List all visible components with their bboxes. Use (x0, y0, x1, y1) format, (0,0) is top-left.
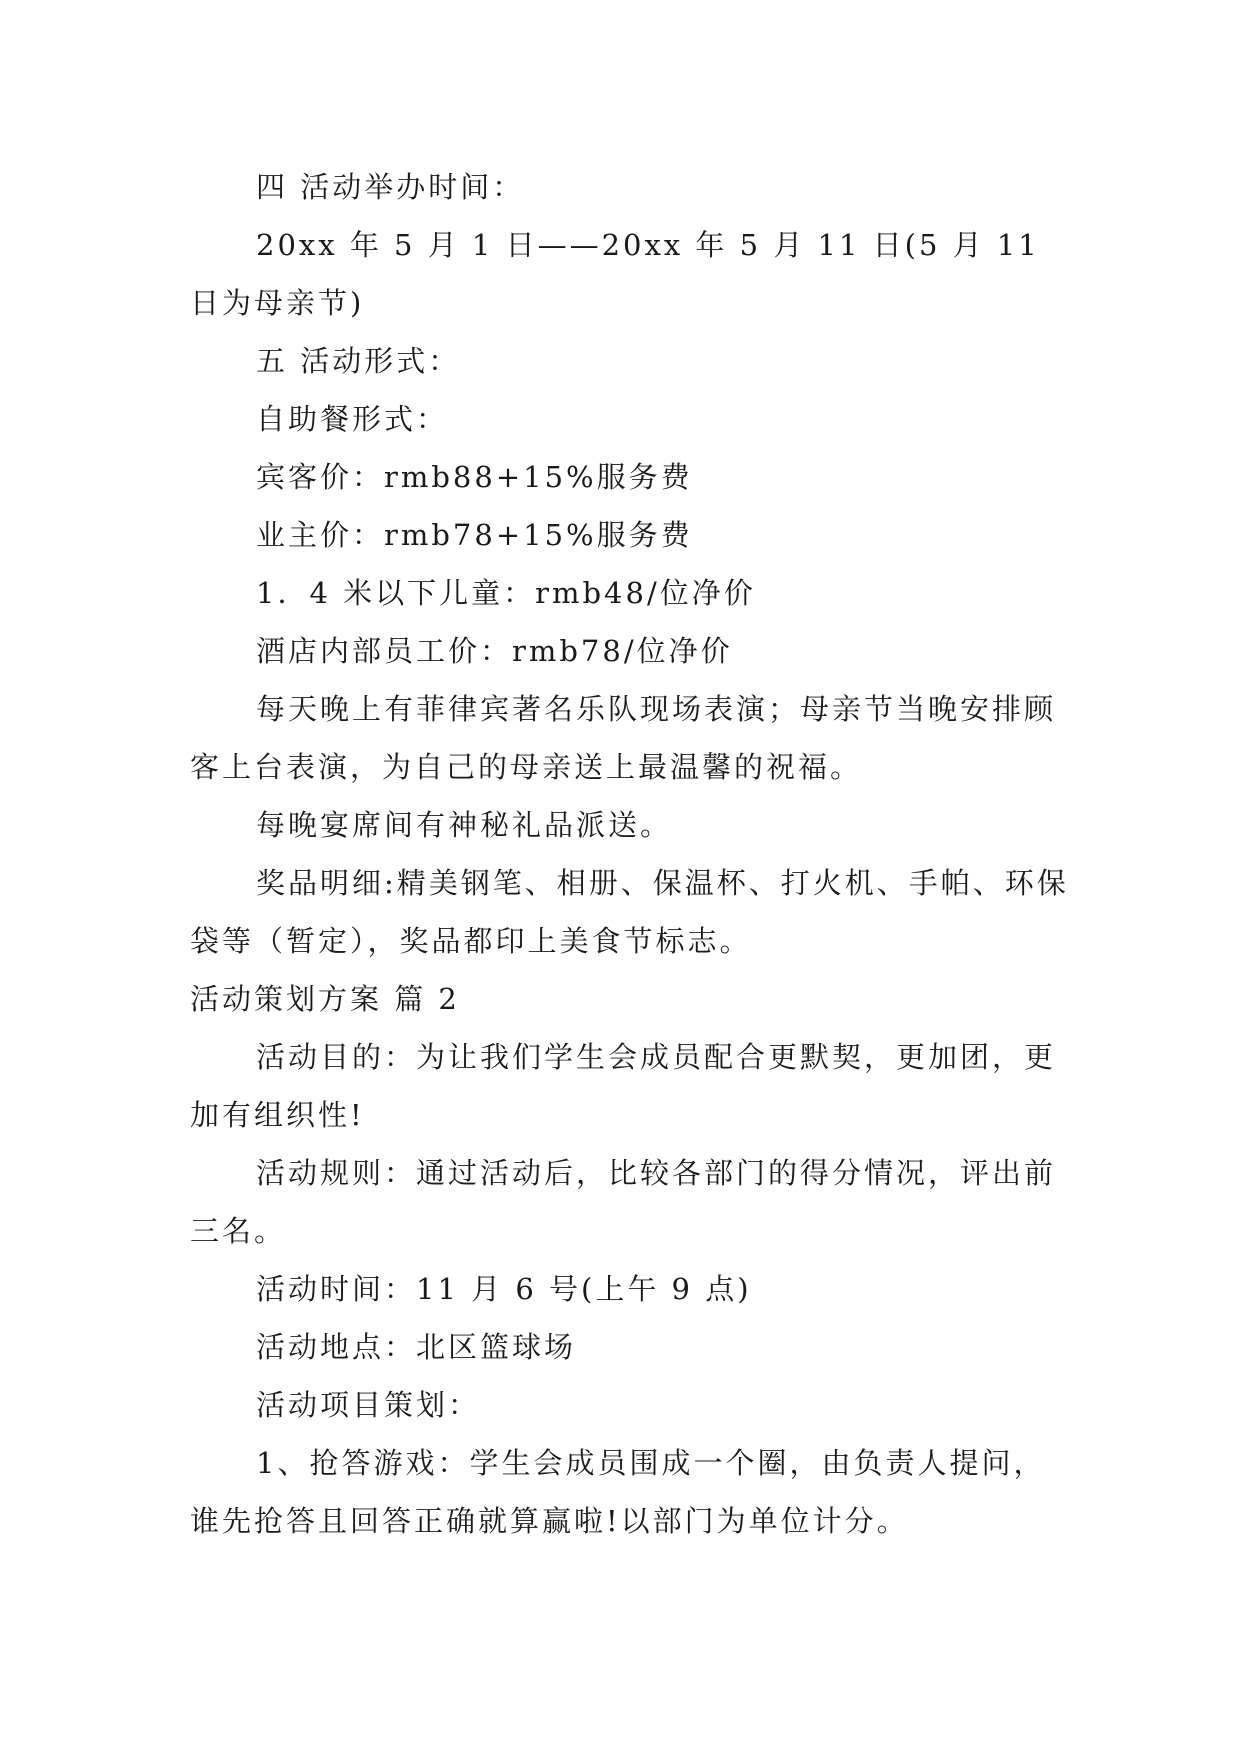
paragraph: 四 活动举办时间： (256, 170, 525, 204)
paragraph: 每晚宴席间有神秘礼品派送。 (256, 808, 673, 842)
paragraph: 酒店内部员工价：rmb78/位净价 (256, 634, 733, 668)
paragraph: 活动目的：为让我们学生会成员配合更默契，更加团，更加有组织性! (190, 1040, 1057, 1132)
document-body (190, 158, 1070, 1550)
paragraph: 宾客价：rmb88+15%服务费 (256, 460, 693, 494)
paragraph: 20xx 年 5 月 1 日——20xx 年 5 月 11 日(5 月 11 日为母亲节) (190, 228, 1040, 320)
paragraph: 每天晚上有菲律宾著名乐队现场表演；母亲节当晚安排顾客上台表演，为自己的母亲送上最温馨的祝福。 (190, 692, 1057, 784)
paragraph: 活动规则：通过活动后，比较各部门的得分情况，评出前三名。 (190, 1156, 1057, 1248)
paragraph: 活动时间：11 月 6 号(上午 9 点) (256, 1272, 752, 1306)
paragraph: 活动项目策划： (256, 1388, 481, 1422)
section-title: 活动策划方案 篇 2 (190, 982, 460, 1016)
paragraph: 1．4 米以下儿童：rmb48/位净价 (256, 576, 756, 610)
paragraph: 业主价：rmb78+15%服务费 (256, 518, 693, 552)
paragraph: 五 活动形式： (256, 344, 461, 378)
paragraph: 奖品明细:精美钢笔、相册、保温杯、打火机、手帕、环保袋等（暂定），奖品都印上美食节标志。 (190, 866, 1069, 958)
paragraph: 自助餐形式： (256, 402, 449, 436)
paragraph: 活动地点：北区篮球场 (256, 1330, 577, 1364)
paragraph: 1、抢答游戏：学生会成员围成一个圈，由负责人提问，谁先抢答且回答正确就算赢啦!以部门为单位计分。 (190, 1446, 1046, 1538)
